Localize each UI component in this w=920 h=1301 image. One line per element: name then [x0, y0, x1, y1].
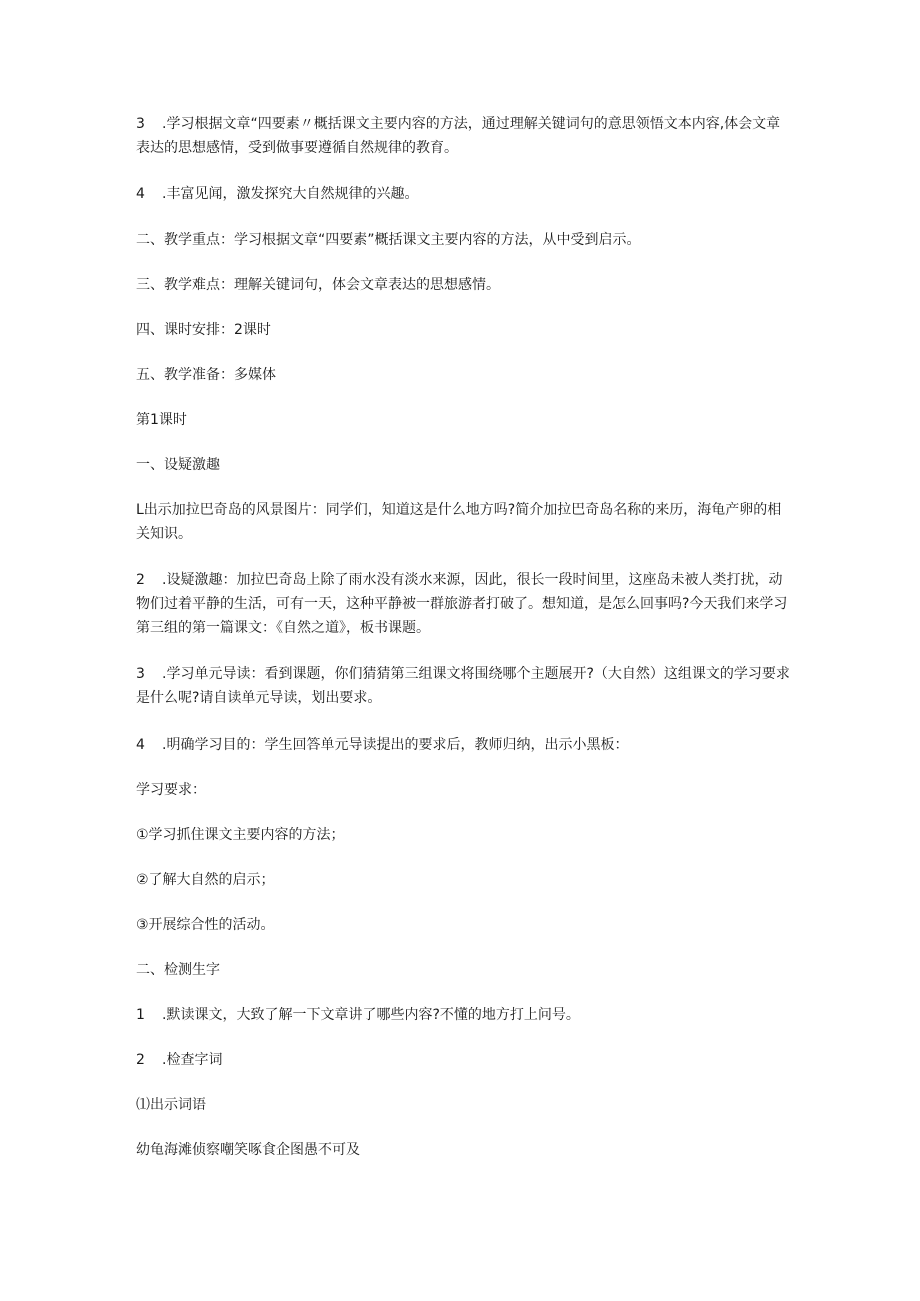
paragraph-text: .默读课文，大致了解一下文章讲了哪些内容?不懂的地方打上问号。	[162, 1007, 580, 1023]
step-2-paragraph	[136, 568, 790, 640]
teaching-focus-heading: 二、教学重点：学习根据文章“四要素”概括课文主要内容的方法，从中受到启示。	[136, 232, 641, 248]
requirement-2: ②了解大自然的启示；	[136, 872, 275, 888]
paragraph-text: .学习根据文章“四要素〃概括课文主要内容的方法，通过理解关键词句的意思领悟文本内容,体会文章表达的思想感情，受到做事要遵循自然规律的教育。	[136, 116, 781, 156]
section-1-heading: 一、设疑激趣	[136, 457, 220, 473]
paragraph-number: 4	[136, 186, 145, 202]
show-words-label: ⑴出示词语	[136, 1097, 206, 1113]
paragraph-number: 3	[136, 116, 145, 132]
step-3-paragraph	[136, 662, 790, 710]
paragraph-number: 1	[136, 1007, 145, 1023]
paragraph-text: .检查字词	[162, 1052, 223, 1068]
paragraph-text: .设疑激趣：加拉巴奇岛上除了雨水没有淡水来源，因此，很长一段时间里，这座岛未被人类打扰，动物们过着平静的生活，可有一天，这种平静被一群旅游者打破了。想知道，是怎么回事吗?今天我们来学习第三组的第一篇课文：《自然之道》，板书课题。	[136, 572, 788, 636]
paragraph-text: .学习单元导读：看到课题，你们猜猜第三组课文将围绕哪个主题展开?（大自然）这组课文的学习要求是什么呢?请自读单元导读，划出要求。	[136, 666, 790, 706]
teaching-difficulty-heading: 三、教学难点：理解关键词句，体会文章表达的思想感情。	[136, 277, 500, 293]
requirement-1: ①学习抓住课文主要内容的方法；	[136, 827, 345, 843]
step-1-paragraph: L出示加拉巴奇岛的风景图片：同学们，知道这是什么地方吗?简介加拉巴奇岛名称的来历，海龟产卵的相关知识。	[136, 502, 782, 542]
paragraph-number: 2	[136, 1052, 145, 1068]
teaching-preparation-heading: 五、教学准备：多媒体	[136, 367, 276, 383]
lesson-1-title: 第1课时	[136, 412, 187, 428]
paragraph-text: .明确学习目的：学生回答单元导读提出的要求后，教师归纳，出示小黑板：	[162, 737, 629, 753]
step-4-paragraph	[136, 733, 790, 757]
objective-4-paragraph	[136, 182, 790, 206]
paragraph-number: 4	[136, 737, 145, 753]
learning-requirements-label: 学习要求：	[136, 782, 206, 798]
objective-3-paragraph	[136, 112, 790, 160]
paragraph-text: .丰富见闻，激发探究大自然规律的兴趣。	[162, 186, 419, 202]
lesson-arrangement-heading: 四、课时安排：2课时	[136, 322, 271, 338]
requirement-3: ③开展综合性的活动。	[136, 917, 275, 933]
vocabulary-list: 幼龟海滩侦察嘲笑啄食企图愚不可及	[136, 1142, 360, 1158]
paragraph-number: 2	[136, 572, 145, 588]
section-2-heading: 二、检测生字	[136, 962, 220, 978]
check-step-1	[136, 1003, 790, 1027]
paragraph-number: 3	[136, 666, 145, 682]
check-step-2	[136, 1048, 790, 1072]
